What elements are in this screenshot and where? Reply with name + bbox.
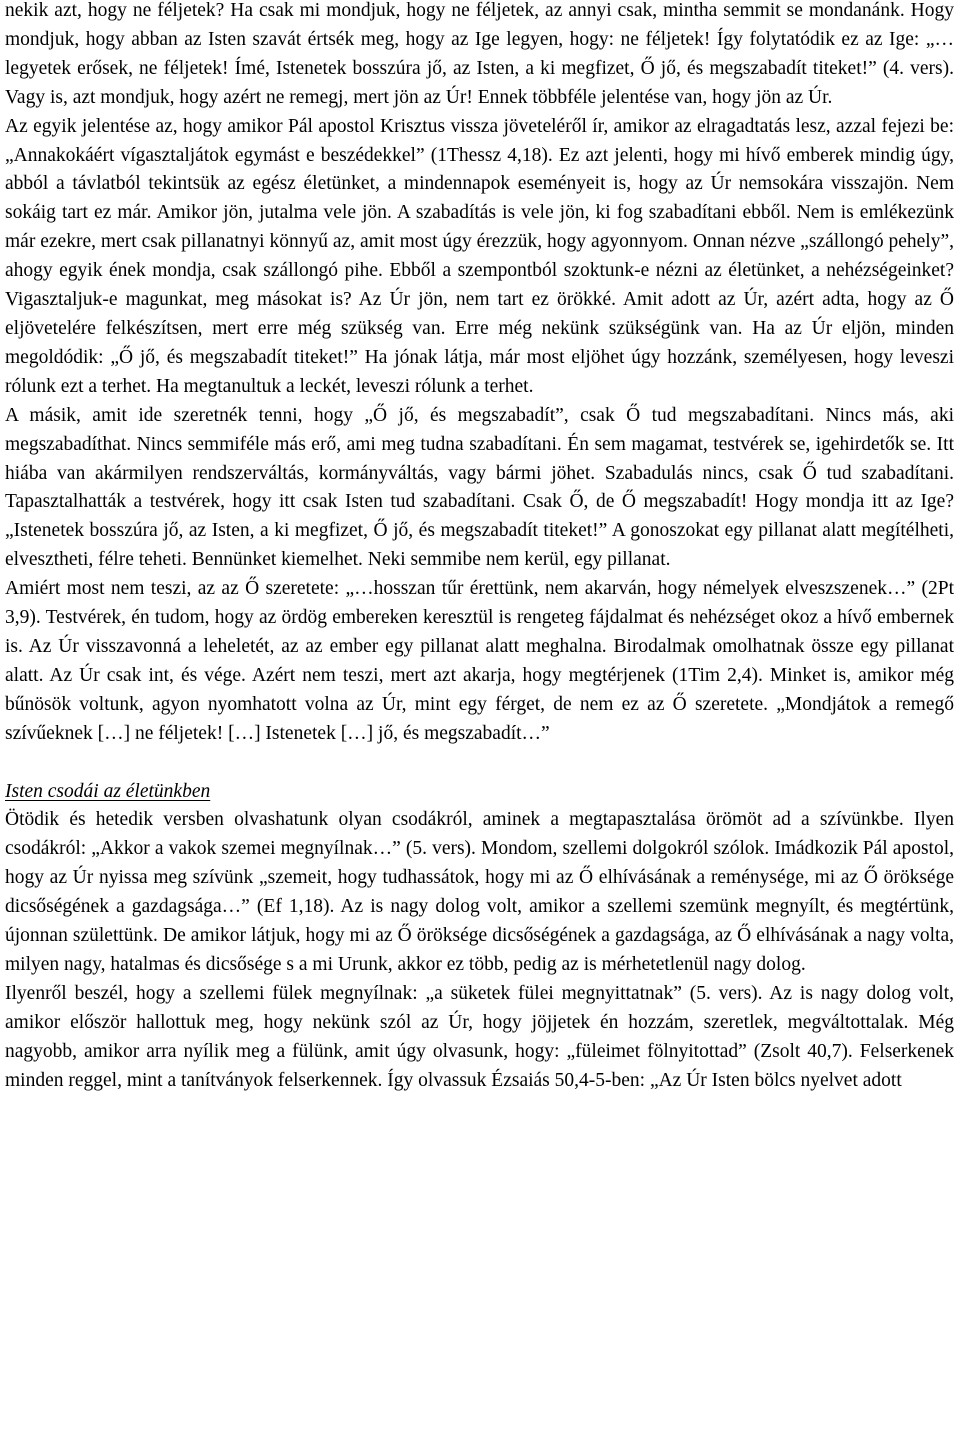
paragraph-spacer <box>5 749 954 778</box>
paragraph-intro: nekik azt, hogy ne féljetek? Ha csak mi mondjuk, hogy ne féljetek, az annyi csak, mintha semmit se mondanánk. Hogy mondjuk, hogy abban az Isten szavát értsék meg, hogy az Ige legyen, hogy: ne féljetek! Így folytatódik ez az Ige: „…legyetek erősek, ne féljetek! Ímé, Istenetek bosszúra jő, az Isten, a ki megfizet, Ő jő, és megszabadít titeket!” (4. vers). Vagy is, azt mondjuk, hogy azért ne remegj, mert jön az Úr! Ennek többféle jelentése van, hogy jön az Úr. <box>5 0 954 108</box>
section-heading: Isten csodái az életünkben <box>5 780 211 802</box>
paragraph-patience: Amiért most nem teszi, az az Ő szeretete: „…hosszan tűr érettünk, nem akarván, hogy némelyek elveszszenek…” (2Pt 3,9). Testvérek, én tudom, hogy az ördög embereken keresztül is rengeteg fájdalmat és nehézséget okoz a hívő embernek is. Az Úr visszavonná a leheletét, az az ember egy pillanat alatt meghalna. Birodalmak omolhatnak össze egy pillanat alatt. Az Úr csak int, és vége. Azért nem teszi, mert azt akarja, hogy megtérjenek (1Tim 2,4). Minket is, amikor még bűnösök voltunk, agyon nyomhatott volna az Úr, mint egy férget, de nem ez az Ő szeretete. „Mondjátok a remegő szívűeknek […] ne féljetek! […] Istenetek […] jő, és megszabadít…” <box>5 578 954 744</box>
text-column <box>5 0 954 1096</box>
paragraph-second-meaning: A másik, amit ide szeretnék tenni, hogy „Ő jő, és megszabadít”, csak Ő tud megszabadítani. Nincs más, aki megszabadíthat. Nincs semmiféle más erő, ami meg tudna szabadítani. Én sem magamat, testvérek se, igehirdetők se. Itt hiába van akármilyen rendszerváltás, kormányváltás, vagy bármi jöhet. Szabadulás nincs, csak Ő tud szabadítani. Tapasztalhatták a testvérek, hogy itt csak Isten tud szabadítani. Csak Ő, de Ő megszabadít! Hogy mondja itt az Ige? „Istenetek bosszúra jő, az Isten, a ki megfizet, Ő jő, és megszabadít titeket!” A gonoszokat egy pillanat alatt megítélheti, elvesztheti, félre teheti. Bennünket kiemelhet. Neki semmibe nem kerül, egy pillanat. <box>5 404 954 571</box>
paragraph-first-meaning: Az egyik jelentése az, hogy amikor Pál apostol Krisztus vissza jöveteléről ír, amikor az elragadtatás lesz, azzal fejezi be: „Annakokáért vígasztaljátok egymást e beszédekkel” (1Thessz 4,18). Ez azt jelenti, hogy mi hívő emberek mindig úgy, abból a távlatból tekintsük az egész életünket, a mindennapok eseményeit is, hogy az Úr nemsokára visszajön. Nem sokáig tart ez már. Amikor jön, jutalma vele jön. A szabadítás is vele jön, ki fog szabadítani ebből. Nem is emlékezünk már ezekre, mert csak pillanatnyi könnyű az, amit most úgy érezzük, hogy agyonnyom. Onnan nézve „szállongó pehely”, ahogy egyik ének mondja, csak szállongó pihe. Ebből a szempontból szoktunk-e nézni az életünket, a nehézségeinket? Vigasztaljuk-e magunkat, meg másokat is? Az Úr jön, nem tart ez örökké. Amit adott az Úr, azért adta, hogy az Ő eljövetelére felkészítsen, mert erre még szükség van. Erre még nekünk szükségünk van. Ha az Úr eljön, minden megoldódik: „Ő jő, és megszabadít titeket!” Ha jónak látja, már most eljöhet úgy hozzánk, személyesen, hogy leveszi rólunk ezt a terhet. Ha megtanultuk a leckét, leveszi rólunk a terhet. <box>5 115 954 397</box>
paragraph-ears: Ilyenről beszél, hogy a szellemi fülek megnyílnak: „a süketek fülei megnyittatnak” (5. vers). Az is nagy dolog volt, amikor először hallottuk meg, hogy nekünk szól az Úr, hogy jöjjetek én hozzám, szeretlek, megváltottalak. Még nagyobb, amikor arra nyílik meg a fülünk, amit úgy olvasunk, hogy: „füleimet fölnyitottad” (Zsolt 40,7). Felserkenek minden reggel, mint a tanítványok felserkennek. Így olvassuk Ézsaiás 50,4-5-ben: „Az Úr Isten bölcs nyelvet adott <box>5 982 954 1091</box>
paragraph-miracles: Ötödik és hetedik versben olvashatunk olyan csodákról, aminek a megtapasztalása örömöt ad a szívünkbe. Ilyen csodákról: „Akkor a vakok szemei megnyílnak…” (5. vers). Mondom, szellemi dolgokról szólok. Imádkozik Pál apostol, hogy az Úr nyissa meg szívünk „szemeit, hogy tudhassátok, hogy mi az Ő elhívásának a reménysége, mi az Ő öröksége dicsőségének a gazdagsága…” (Ef 1,18). Az is nagy dolog volt, amikor a szellemi szemünk megnyílt, és megtértünk, újonnan születtünk. De amikor látjuk, hogy mi az Ő öröksége dicsőségének a gazdagsága, az Ő elhívásának a nagy volta, milyen nagy, hatalmas és dicsősége s a mi Urunk, akkor ez több, pedig az is mérhetetlenül nagy dolog. <box>5 809 954 975</box>
